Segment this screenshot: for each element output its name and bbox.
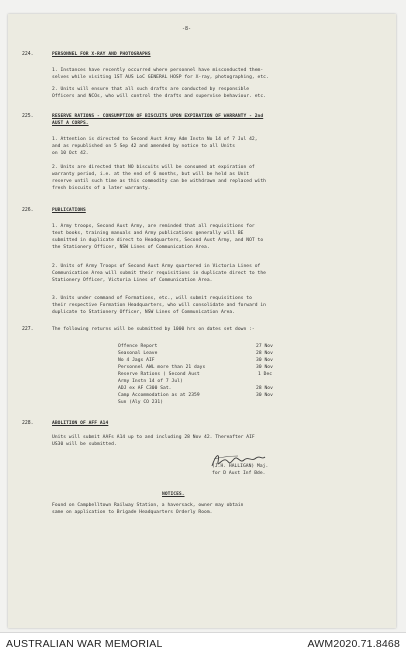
notice-line: same on application to Brigade Headquarters Orderly Room. xyxy=(52,510,213,515)
table-date: 30 Nov xyxy=(256,393,273,398)
table-item: No 4 Jags AIF xyxy=(118,358,155,363)
notice-line: Found on Campbelltown Railway Station, a haversack, owner may obtain xyxy=(52,503,244,508)
document-page xyxy=(8,14,396,628)
paragraph-line: warranty period, i.e. at the end of 6 months, but will be held as Unit xyxy=(52,172,250,177)
section-number: 226. xyxy=(22,208,34,213)
section-number: 225. xyxy=(22,114,34,119)
paragraph-line: 3. Units under command of Formations, etc., will submit requisitions to xyxy=(52,296,252,301)
signature-title: for D Aust Inf Bde. xyxy=(212,471,266,476)
paragraph-line: reserve until such time as this commodity can be withdrawn and replaced with xyxy=(52,179,266,184)
archive-footer xyxy=(0,632,406,654)
paragraph-line: 2. Units are directed that NO biscuits will be consumed at expiration of xyxy=(52,165,255,170)
table-item: Army Instn 14 of 7 Jul) xyxy=(118,379,183,384)
table-item: Seasonal Leave xyxy=(118,351,158,356)
table-item: Sun (Aly CO 231) xyxy=(118,400,164,405)
paragraph-line: the Stationery Officer, NSW Lines of Communication Area. xyxy=(52,245,210,250)
paragraph-line: their respective Formation Headquarters, who will consolidate and forward in xyxy=(52,303,266,308)
page-number: -8- xyxy=(182,26,192,32)
paragraph-line: 1. Attention is directed to Second Aust Army Adm Instn No 14 of 7 Jul 42, xyxy=(52,137,258,142)
table-date: 1 Dec xyxy=(258,372,273,377)
section-heading-continued: AUST A CORPS. xyxy=(52,121,89,126)
table-item: Reserve Rations ( Second Aust xyxy=(118,372,200,377)
paragraph-line: 1. Army troops, Second Aust Army, are reminded that all requisitions for xyxy=(52,224,255,229)
table-date: 30 Nov xyxy=(256,365,273,370)
section-number: 227. xyxy=(22,327,34,332)
paragraph-line: fresh biscuits of a later warranty. xyxy=(52,186,151,191)
section-heading: ABOLITION OF AFF A14 xyxy=(52,421,109,426)
paragraph-line: submitted in duplicate direct to Headquarters, Second Aust Army, and NOT to xyxy=(52,238,264,243)
paragraph-line: 1. Instances have recently occurred where personnel have misconducted them- xyxy=(52,68,264,73)
paragraph-line: 2. Units will ensure that all such drafts are conducted by responsible xyxy=(52,87,250,92)
paragraph-line: US30 will be submitted. xyxy=(52,442,117,447)
section-number: 224. xyxy=(22,52,34,57)
table-date: 27 Nov xyxy=(256,344,273,349)
paragraph-line: on 10 Oct 42. xyxy=(52,151,89,156)
table-item: Offence Report xyxy=(118,344,158,349)
paragraph-line: Units will submit AAFs A14 up to and including 28 Nov 42. Thereafter AIF xyxy=(52,435,255,440)
table-date: 28 Nov xyxy=(256,386,273,391)
paragraph-line: Communication Area will submit their requisitions in duplicate direct to the xyxy=(52,271,266,276)
paragraph-line: Stationery Officer, Victoria Lines of Communication Area. xyxy=(52,278,213,283)
paragraph-line: duplicate to Stationery Officer, NSW Lines of Communication Area. xyxy=(52,310,236,315)
signature-name: (J.H. HALLIGAN) Maj. xyxy=(212,464,269,469)
table-item: Camp Accommodation as at 2359 xyxy=(118,393,200,398)
table-date: 30 Nov xyxy=(256,358,273,363)
paragraph-line: selves while visiting 1ST AUS LoC GENERAL HOSP for X-ray, photographing, etc. xyxy=(52,75,269,80)
table-date: 28 Nov xyxy=(256,351,273,356)
section-heading: PUBLICATIONS xyxy=(52,208,86,213)
section-number: 228. xyxy=(22,421,34,426)
paragraph-line: text books, training manuals and Army publications generally will BE xyxy=(52,231,244,236)
returns-intro: The following returns will be submitted by 1000 hrs on dates set down :- xyxy=(52,327,255,332)
paragraph-line: Officers and NCOs, who will control the drafts and supervise behaviour. etc. xyxy=(52,94,266,99)
paragraph-line: and as republished on 5 Sep 42 and amended by notice to all Units xyxy=(52,144,236,149)
notices-heading: NOTICES. xyxy=(162,492,185,497)
section-heading: PERSONNEL FOR X-RAY AND PHOTOGRAPHS xyxy=(52,52,151,57)
paragraph-line: 2. Units of Army Troops of Second Aust Army quartered in Victoria Lines of xyxy=(52,264,261,269)
catalogue-id: AWM2020.71.8468 xyxy=(307,638,400,650)
institution-name: AUSTRALIAN WAR MEMORIAL xyxy=(6,638,163,650)
table-item: ADJ ex AF C300 Sat. xyxy=(118,386,172,391)
table-item: Personnel AWL more than 21 days xyxy=(118,365,206,370)
section-heading: RESERVE RATIONS - CONSUMPTION OF BISCUITS UPON EXPIRATION OF WARRANTY - 2nd xyxy=(52,114,264,119)
